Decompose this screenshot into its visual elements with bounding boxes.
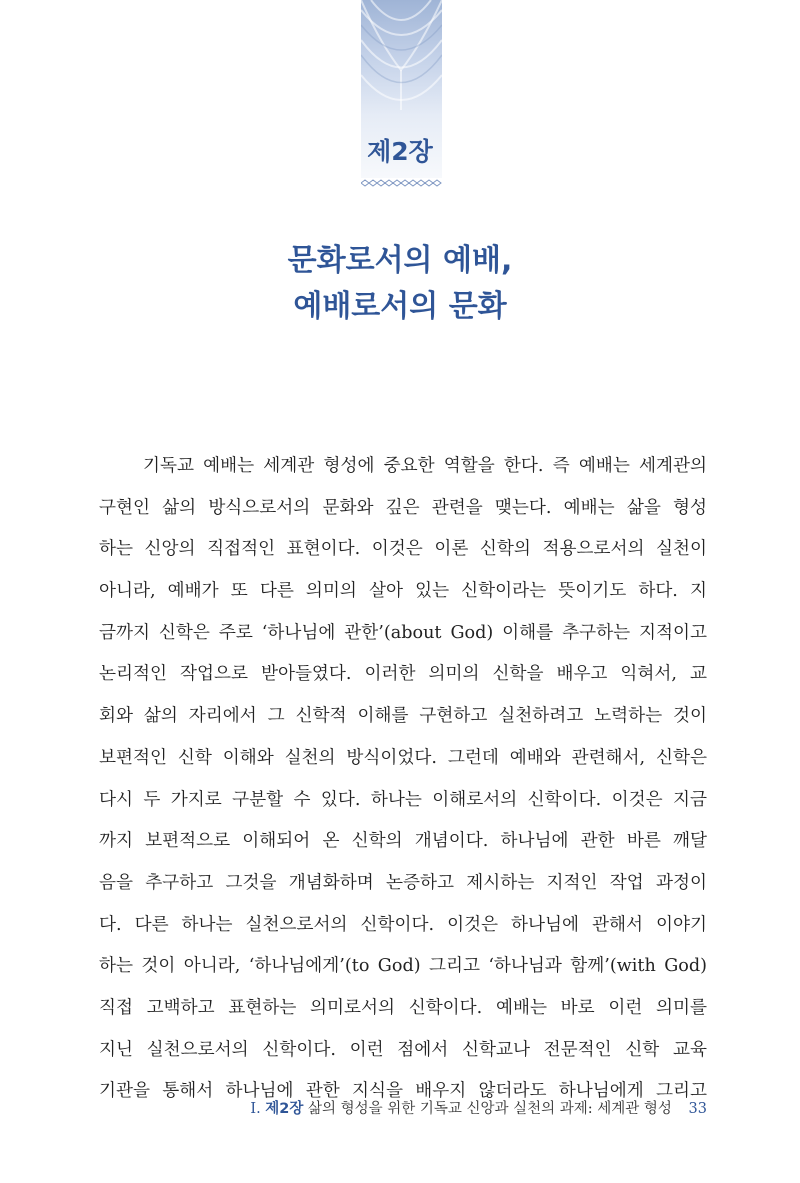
chapter-banner (361, 0, 442, 178)
chapter-title-line-2: 예배로서의 문화 (293, 289, 507, 324)
body-line: 아니라, 예배가 또 다른 의미의 살아 있는 신학이라는 뜻이기도 하다. 지 (99, 581, 707, 602)
running-footer (250, 1097, 707, 1118)
ornament-divider (361, 179, 442, 187)
body-line: 기독교 예배는 세계관 형성에 중요한 역할을 한다. 즉 예배는 세계관의 (143, 456, 707, 476)
page-number: 33 (688, 1101, 707, 1117)
body-line: 직접 고백하고 표현하는 의미로서의 신학이다. 예배는 바로 이런 의미를 (99, 997, 707, 1018)
footer-running-title: 삶의 형성을 위한 기독교 신앙과 실천의 과제: 세계관 형성 (308, 1101, 672, 1117)
footer-part: I. (250, 1101, 261, 1117)
body-line: 하는 신앙의 직접적인 표현이다. 이것은 이론 신학의 적용으로서의 실천이 (99, 539, 707, 560)
body-line: 지닌 실천으로서의 신학이다. 이런 점에서 신학교나 전문적인 신학 교육 (99, 1039, 707, 1060)
footer-chapter: 제2장 (265, 1101, 304, 1117)
body-line: 음을 추구하고 그것을 개념화하며 논증하고 제시하는 지적인 작업 과정이 (99, 872, 707, 893)
body-line: 논리적인 작업으로 받아들였다. 이러한 의미의 신학을 배우고 익혀서, 교 (99, 664, 707, 685)
body-text (99, 446, 707, 1113)
body-line: 까지 보편적으로 이해되어 온 신학의 개념이다. 하나님에 관한 바른 깨달 (99, 831, 707, 852)
body-line: 다시 두 가지로 구분할 수 있다. 하나는 이해로서의 신학이다. 이것은 지금 (99, 789, 707, 810)
body-line: 기관을 통해서 하나님에 관한 지식을 배우지 않더라도 하나님에게 그리고 (99, 1081, 707, 1102)
body-line: 금까지 신학은 주로 ‘하나님에 관한’(about God) 이해를 추구하는 지적이고 (99, 622, 707, 643)
body-line: 구현인 삶의 방식으로서의 문화와 깊은 관련을 맺는다. 예배는 삶을 형성 (99, 497, 707, 518)
chapter-title-line-1: 문화로서의 예배, (287, 243, 513, 278)
chapter-title (0, 238, 800, 330)
body-line: 회와 삶의 자리에서 그 신학적 이해를 구현하고 실천하려고 노력하는 것이 (99, 706, 707, 727)
chapter-label: 제2장 (367, 137, 433, 166)
body-line: 하는 것이 아니라, ‘하나님에게’(to God) 그리고 ‘하나님과 함께’(with God) (99, 956, 707, 977)
body-line: 보편적인 신학 이해와 실천의 방식이었다. 그런데 예배와 관련해서, 신학은 (99, 747, 707, 768)
body-line: 다. 다른 하나는 실천으로서의 신학이다. 이것은 하나님에 관해서 이야기 (99, 914, 707, 935)
